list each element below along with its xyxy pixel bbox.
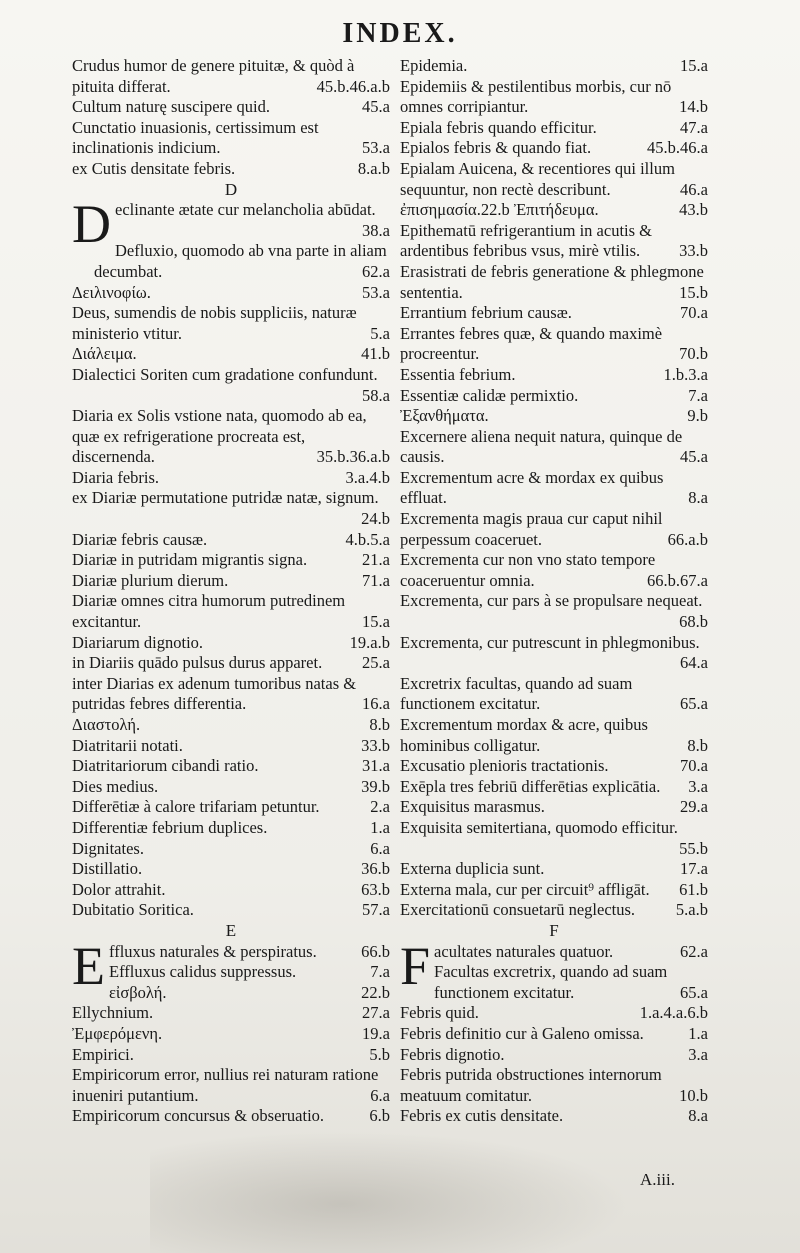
entry-text: Febris ex cutis densitate. (400, 1106, 564, 1126)
drop-capital: E (72, 935, 105, 996)
page-reference: 45.a (680, 447, 708, 467)
index-entry (400, 365, 708, 386)
index-column-right (400, 56, 708, 1127)
entry-text: Excretrix facultas, quando ad suam functionem excitatur. (400, 673, 633, 714)
entry-text: eclinante ætate cur melancholia abūdat. (115, 200, 376, 220)
index-entry (72, 159, 390, 180)
entry-text: Διαστολή. (72, 715, 141, 734)
entry-text: ἐπισημασία.22.b Ἐπιτήδευμα. (400, 200, 599, 220)
entry-text: Effluxus calidus suppressus. (109, 962, 297, 982)
index-entry (400, 818, 708, 859)
page-reference: 5.a.b (675, 900, 708, 920)
index-entry (400, 900, 708, 921)
entry-text: Diariæ in putridam migrantis signa. (72, 550, 308, 570)
entry-text: Diariarum dignotio. (72, 632, 204, 652)
entry-text: Excrementa, cur putrescunt in phlegmonibus. (400, 632, 700, 652)
entry-text: Differentiæ febrium duplices. (72, 817, 268, 837)
entry-text: Febris putrida obstructiones internorum meatuum comitatur. (400, 1065, 662, 1105)
page-reference: 70.a (680, 756, 708, 776)
page-reference: 10.b (679, 1085, 708, 1105)
page-reference: 46.a (680, 179, 708, 199)
entry-text: Excrementa magis praua cur caput nihil perpessum coaceruet. (400, 509, 663, 549)
entry-text: ffluxus naturales & perspiratus. (109, 941, 317, 961)
paper-stain (150, 1130, 630, 1253)
page-reference: 15.b (679, 282, 708, 302)
index-entry (400, 468, 708, 509)
index-entry (72, 530, 390, 551)
entry-text: Errantes febres quæ, & quando maximè procreentur. (400, 323, 663, 364)
index-entry (72, 97, 390, 118)
index-entry (400, 427, 708, 468)
page-reference: 7.a (688, 385, 708, 405)
index-entry (400, 221, 708, 262)
entry-text: Erasistrati de febris generatione & phlegmone sententia. (400, 261, 704, 302)
page-reference: 5.a (370, 323, 390, 343)
entry-text: Dies medius. (72, 776, 159, 796)
page-reference: 15.a (680, 56, 708, 75)
page-reference: 27.a (362, 1003, 390, 1023)
index-entry (72, 900, 390, 921)
entry-text: Febris dignotio. (400, 1044, 505, 1064)
index-entry (72, 194, 390, 255)
page-reference: 8.a.b (357, 158, 390, 178)
page-reference: 1.a.4.a.6.b (639, 1003, 708, 1023)
index-entry (72, 1106, 390, 1127)
index-entry (72, 344, 390, 365)
entry-text: Febris definitio cur à Galeno omissa. (400, 1023, 644, 1043)
entry-text: Excrementum mordax & acre, quibus hominibus colligatur. (400, 715, 648, 755)
entry-text: Febris quid. (400, 1003, 479, 1023)
entry-text: Externa duplicia sunt. (400, 859, 545, 879)
index-column-left (72, 56, 390, 1127)
entry-text: Excrementa cur non vno stato tempore coaceruentur omnia. (400, 550, 656, 590)
index-entry (400, 386, 708, 407)
entry-text: εἰσβολή. (109, 982, 167, 1002)
index-entry (400, 159, 708, 200)
index-entry (400, 1003, 708, 1024)
index-entry (72, 1024, 390, 1045)
entry-text: Cunctatio inuasionis, certissimum est inclinationis indicium. (72, 117, 319, 158)
page-reference: 65.a (680, 694, 708, 714)
entry-text: Excrementa, cur pars à se propulsare nequeat. (400, 591, 703, 611)
page-reference: 16.a (362, 694, 390, 714)
index-entry (72, 633, 390, 654)
entry-text: Excernere aliena nequit natura, quinque de causis. (400, 426, 683, 467)
entry-text: Cultum naturę suscipere quid. (72, 97, 270, 117)
page-reference: 41.b (361, 344, 390, 364)
index-entry (400, 1106, 708, 1127)
index-entry (72, 983, 390, 1004)
page-reference: 3.a (688, 776, 708, 796)
index-entry (72, 571, 390, 592)
entry-text: Ἐμφερόμενη. (72, 1023, 163, 1043)
index-entry (400, 715, 708, 756)
drop-capital: D (72, 194, 111, 255)
index-entry (400, 962, 708, 1003)
index-entry (400, 56, 708, 77)
entry-text: ex Cutis densitate febris. (72, 158, 236, 178)
index-entry (72, 283, 390, 304)
page-reference: 35.b.36.a.b (316, 447, 390, 467)
page-reference: 58.a (362, 385, 390, 405)
index-entry (72, 839, 390, 860)
index-entry (400, 262, 708, 303)
index-entry (400, 406, 708, 427)
index-entry (400, 550, 708, 591)
entry-text: Dubitatio Soritica. (72, 900, 194, 920)
index-entry (400, 674, 708, 715)
page-reference: 8.b (687, 735, 708, 755)
index-entry (72, 818, 390, 839)
index-entry (72, 468, 390, 489)
entry-text: Diariæ febris causæ. (72, 529, 208, 549)
page-reference: 45.a (362, 97, 390, 117)
page-reference: 1.b.3.a (663, 364, 708, 384)
page-reference: 21.a (362, 550, 390, 570)
page-reference: 5.b (369, 1044, 390, 1064)
page-reference: 43.b (679, 200, 708, 220)
index-entry (72, 962, 390, 983)
page-reference: 45.b.46.a.b (316, 76, 390, 96)
page-reference: 71.a (362, 570, 390, 590)
index-entry (400, 138, 708, 159)
page-reference: 61.b (679, 879, 708, 899)
section-letter: D (224, 179, 238, 199)
page-reference: 66.a.b (667, 529, 708, 549)
page-reference: 6.b (369, 1106, 390, 1126)
page-reference: 53.a (362, 282, 390, 302)
index-entry (400, 77, 708, 118)
index-entry (72, 674, 390, 715)
page-reference: 70.b (679, 344, 708, 364)
page-reference: 15.a (362, 612, 390, 632)
entry-text: Empiricorum error, nullius rei naturam ratione inueniri putantium. (72, 1065, 379, 1105)
entry-text: in Diariis quādo pulsus durus apparet. (72, 653, 323, 673)
entry-text: Essentia febrium. (400, 364, 516, 384)
index-entry (72, 880, 390, 901)
page-reference: 45.b.46.a (647, 138, 708, 158)
page-reference: 8.a (688, 488, 708, 508)
entry-text: Facultas excretrix, quando ad suam functionem excitatur. (434, 962, 668, 1002)
index-entry (400, 756, 708, 777)
index-entry (72, 56, 390, 97)
entry-text: Dolor attrahit. (72, 879, 166, 899)
entry-text: Excusatio plenioris tractationis. (400, 756, 609, 776)
entry-text: Dignitates. (72, 838, 144, 858)
page-reference: 29.a (680, 797, 708, 817)
entry-text: Δειλινοφίω. (72, 282, 151, 302)
entry-text: Diatritariorum cibandi ratio. (72, 756, 259, 776)
page-reference: 63.b (361, 879, 390, 899)
page-reference: 68.b (679, 612, 708, 632)
page-reference: 39.b (361, 776, 390, 796)
entry-text: Externa mala, cur per circuit⁹ affligāt. (400, 879, 650, 899)
entry-text: Diaria febris. (72, 467, 160, 487)
page-reference: 25.a (362, 653, 390, 673)
index-entry (72, 365, 390, 406)
index-entry (72, 1065, 390, 1106)
index-entry (400, 859, 708, 880)
index-entry (400, 797, 708, 818)
entry-text: Epidemiis & pestilentibus morbis, cur nō omnes corripiantur. (400, 76, 672, 117)
page-reference: 65.a (680, 982, 708, 1002)
index-entry (72, 756, 390, 777)
page-reference: 17.a (680, 859, 708, 879)
page-reference: 55.b (679, 838, 708, 858)
page-title: INDEX. (342, 18, 458, 49)
entry-text: acultates naturales quatuor. (434, 941, 614, 961)
index-entry (400, 118, 708, 139)
page-reference: 66.b.67.a (647, 570, 708, 590)
entry-text: Epidemia. (400, 56, 468, 75)
page-reference: 1.a (688, 1023, 708, 1043)
index-entry (72, 736, 390, 757)
index-entry (72, 550, 390, 571)
page-reference: 53.a (362, 138, 390, 158)
entry-text: inter Diarias ex adenum tumoribus natas & putridas febres differentia. (72, 673, 357, 714)
index-entry (72, 653, 390, 674)
index-entry (72, 241, 390, 282)
index-entry (72, 1045, 390, 1066)
index-entry (72, 591, 390, 632)
entry-text: Errantium febrium causæ. (400, 303, 572, 323)
index-entry (72, 406, 390, 468)
index-entry (400, 324, 708, 365)
entry-text: Dialectici Soriten cum gradatione confundunt. (72, 364, 378, 384)
entry-text: Differētiæ à calore trifariam petuntur. (72, 797, 320, 817)
page-reference: 8.a (688, 1106, 708, 1126)
entry-text: Exquisitus marasmus. (400, 797, 545, 817)
index-entry (400, 509, 708, 550)
index-entry (72, 777, 390, 798)
entry-text: Ἐξανθήματα. (400, 406, 489, 426)
page-reference: 1.a (370, 817, 390, 837)
section-letter: F (549, 920, 559, 940)
page-reference: 8.b (369, 715, 390, 734)
page-reference: 6.a (370, 1085, 390, 1105)
index-entry (400, 880, 708, 901)
page-reference: 19.a (362, 1023, 390, 1043)
page-reference: 24.b (361, 509, 390, 529)
entry-text: Diariæ plurium dierum. (72, 570, 229, 590)
page-reference: 4.b.5.a (345, 529, 390, 549)
index-entry (72, 303, 390, 344)
page-reference: 22.b (361, 982, 390, 1002)
page-reference: 2.a (370, 797, 390, 817)
entry-text: Excrementum acre & mordax ex quibus effluat. (400, 467, 664, 508)
page-reference: 38.a (362, 220, 390, 240)
page-reference: 33.b (679, 241, 708, 261)
index-entry (400, 633, 708, 674)
entry-text: Διάλειμα. (72, 344, 137, 364)
entry-text: Diatritarii notati. (72, 735, 183, 755)
index-entry (400, 1045, 708, 1066)
drop-capital: F (400, 935, 431, 996)
page-reference: 66.b (361, 941, 390, 961)
entry-text: Deus, sumendis de nobis suppliciis, naturæ ministerio vtitur. (72, 303, 357, 343)
index-entry (400, 200, 708, 221)
page-reference: 36.b (361, 859, 390, 879)
page-reference: 33.b (361, 735, 390, 755)
index-entry (72, 715, 390, 736)
entry-text: Essentiæ calidæ permixtio. (400, 385, 579, 405)
entry-text: Epithematū refrigerantium in acutis & ardentibus febribus vsus, mirè vtilis. (400, 220, 653, 261)
entry-text: Epialam Auicena, & recentiores qui illum sequuntur, non rectè describunt. (400, 158, 675, 199)
index-entry (400, 303, 708, 324)
index-entry (400, 1024, 708, 1045)
page-reference: 7.a (370, 962, 390, 982)
entry-text: Epialos febris & quando fiat. (400, 138, 592, 158)
signature-mark: A.iii. (640, 1170, 675, 1189)
index-entry (72, 797, 390, 818)
index-entry (400, 777, 708, 798)
index-entry (72, 859, 390, 880)
page-reference: 19.a.b (349, 632, 390, 652)
page-reference: 70.a (680, 303, 708, 323)
entry-text: Exercitationū consuetarū neglectus. (400, 900, 636, 920)
entry-text: Exquisita semitertiana, quomodo efficitur. (400, 817, 678, 837)
entry-text: Distillatio. (72, 859, 143, 879)
page-reference: 6.a (370, 838, 390, 858)
index-entry (72, 118, 390, 159)
page-reference: 3.a.4.b (345, 467, 390, 487)
index-entry (400, 591, 708, 632)
page-reference: 9.b (687, 406, 708, 426)
entry-text: Epiala febris quando efficitur. (400, 117, 597, 137)
page-reference: 64.a (680, 653, 708, 673)
entry-text: Ellychnium. (72, 1003, 154, 1023)
page-reference: 31.a (362, 756, 390, 776)
index-entry (72, 488, 390, 529)
entry-text: Crudus humor de genere pituitæ, & quòd à pituita differat. (72, 56, 355, 96)
page-reference: 57.a (362, 900, 390, 920)
section-letter: E (225, 920, 237, 940)
page-reference: 14.b (679, 97, 708, 117)
entry-text: Defluxio, quomodo ab vna parte in aliam decumbat. (94, 241, 387, 281)
page-reference: 62.a (362, 261, 390, 281)
entry-text: Diariæ omnes citra humorum putredinem excitantur. (72, 591, 346, 632)
index-entry (72, 1003, 390, 1024)
index-entry (400, 1065, 708, 1106)
page-reference: 47.a (680, 117, 708, 137)
entry-text: Empirici. (72, 1044, 134, 1064)
page-reference: 3.a (688, 1044, 708, 1064)
entry-text: Exēpla tres febriū differētias explicātia. (400, 776, 661, 796)
entry-text: ex Diariæ permutatione putridæ natæ, signum. (72, 488, 379, 508)
page-reference: 62.a (680, 941, 708, 961)
entry-text: Empiricorum concursus & obseruatio. (72, 1106, 325, 1126)
entry-text: Diaria ex Solis vstione nata, quomodo ab ea, quæ ex refrigeratione procreata est, discernenda. (72, 406, 367, 467)
